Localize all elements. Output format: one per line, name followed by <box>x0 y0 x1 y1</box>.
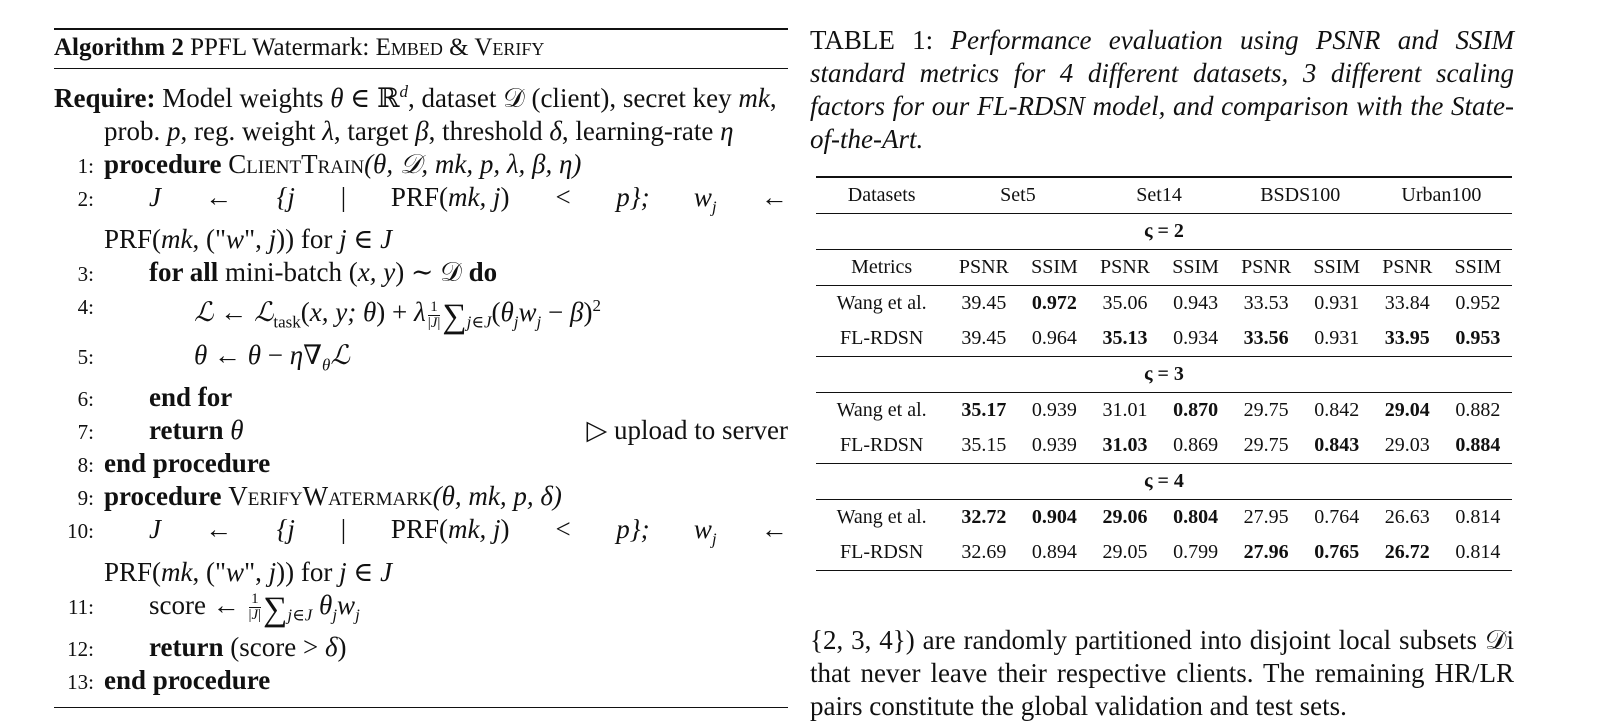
table-caption-label: TABLE 1: <box>810 25 934 55</box>
algorithm-line-13 <box>54 664 788 697</box>
dataset-header-cell: Set5 <box>947 177 1088 214</box>
line-number: 7: <box>77 420 94 445</box>
algorithm-line-7 <box>54 414 788 447</box>
line-number: 8: <box>77 453 94 478</box>
line-number: 10: <box>67 519 94 544</box>
method-cell: FL-RDSN <box>840 327 924 349</box>
value-cell: 0.931 <box>1303 286 1371 322</box>
line-keyword: procedure <box>104 149 222 179</box>
value-cell: 0.953 <box>1455 327 1501 349</box>
line-keyword: return <box>149 631 224 662</box>
table-caption <box>810 24 1514 156</box>
algorithm-box <box>54 28 788 708</box>
metric-header-cell: SSIM <box>1444 250 1512 286</box>
table-section <box>810 24 1514 571</box>
scale-factor-cell: ς = 4 <box>816 464 1512 500</box>
dataset-header-cell: Urban100 <box>1371 177 1512 214</box>
method-cell: Wang et al. <box>816 286 947 322</box>
line-2-continued: PRF(mk, ("w", j)) for j ∈ J <box>104 224 393 255</box>
value-cell: 29.75 <box>1243 434 1289 456</box>
header-datasets-row <box>816 177 1512 214</box>
line-number: 2: <box>77 187 94 211</box>
value-cell: 0.964 <box>1031 327 1077 349</box>
value-cell: 0.799 <box>1162 535 1230 571</box>
metric-header-cell: SSIM <box>1303 250 1371 286</box>
value-cell: 0.814 <box>1444 535 1512 571</box>
value-cell: 0.952 <box>1444 286 1512 322</box>
value-cell: 0.804 <box>1162 500 1230 536</box>
value-cell: 0.870 <box>1162 393 1230 429</box>
algorithm-line-9 <box>54 480 788 513</box>
value-cell: 0.869 <box>1173 434 1219 456</box>
return-value: θ <box>230 415 244 446</box>
procedure-name: ClientTrain <box>228 149 365 179</box>
scale-factor-cell: ς = 2 <box>816 214 1512 250</box>
algorithm-require <box>54 75 788 148</box>
value-cell: 0.939 <box>1031 434 1077 456</box>
scale-row <box>816 357 1512 393</box>
value-cell: 32.72 <box>947 500 1020 536</box>
line-keyword: end procedure <box>104 448 271 479</box>
table-row <box>816 286 1512 322</box>
body-paragraph: {2, 3, 4}) are randomly partitioned into disjoint local subsets 𝒟i that never leave their respective clients. The remaining HR/LR pairs constitute the global validation and test sets. <box>810 625 1514 721</box>
value-cell: 31.03 <box>1102 434 1148 456</box>
procedure-args: (θ, mk, p, δ) <box>432 481 562 512</box>
algorithm-line-5: 5: θ ← $\theta - \eta\nabla_\theta ℒ$ <box>54 339 788 381</box>
method-cell: Wang et al. <box>816 500 947 536</box>
value-cell: 0.931 <box>1314 327 1360 349</box>
algorithm-line-4: 4: ℒ ← ℒ$_{task}$(x, y; θ) + λ $\frac{1}{|J|}$ $\sum_{j\in J}(\theta_jw_j - \beta)^2$ <box>54 289 788 338</box>
metrics-header-row <box>816 250 1512 286</box>
line-number: 6: <box>77 387 94 412</box>
value-cell: 0.765 <box>1303 535 1371 571</box>
algorithm-label: Algorithm 2 <box>54 34 184 61</box>
upload-comment: ▷ upload to server <box>586 415 788 446</box>
line-number: 12: <box>67 636 94 661</box>
value-cell: 26.72 <box>1371 535 1444 571</box>
metric-header-cell: PSNR <box>1371 250 1444 286</box>
method-cell: FL-RDSN <box>816 535 947 571</box>
value-cell: 39.45 <box>961 327 1007 349</box>
algorithm-line-12: 12: return (score > δ) <box>54 631 788 664</box>
method-cell: FL-RDSN <box>840 434 924 456</box>
line-2-first: J ← {j | PRF(mk, j) < p}; $w_j$ ← <box>149 182 788 217</box>
value-cell: 0.904 <box>1020 500 1088 536</box>
value-cell: 29.04 <box>1371 393 1444 429</box>
results-table-body <box>816 177 1512 571</box>
metric-header-cell: PSNR <box>1230 250 1303 286</box>
require-keyword: Require: <box>54 83 156 113</box>
value-cell: 29.06 <box>1089 500 1162 536</box>
results-table <box>816 176 1512 571</box>
procedure-args: (θ, 𝒟, mk, p, λ, β, η) <box>364 149 582 179</box>
procedure-name: VerifyWatermark <box>228 481 433 512</box>
value-cell: 31.01 <box>1089 393 1162 429</box>
value-cell: 0.814 <box>1444 500 1512 536</box>
line-keyword: return <box>149 415 224 446</box>
metric-header-cell: PSNR <box>1089 250 1162 286</box>
line-number: 9: <box>77 486 94 511</box>
algorithm-line-2 <box>54 181 788 223</box>
metric-header-cell: PSNR <box>947 250 1020 286</box>
algorithm-line-8 <box>54 447 788 480</box>
value-cell: 0.843 <box>1314 434 1360 456</box>
line-keyword: end for <box>149 382 233 413</box>
line-keyword-do: do <box>468 257 498 288</box>
line-10-continued: PRF(mk, ("w", j)) for j ∈ J <box>104 556 393 587</box>
algorithm-bottom-rule <box>54 707 788 708</box>
value-cell: 33.95 <box>1384 327 1430 349</box>
table-row <box>816 428 1512 464</box>
value-cell: 29.05 <box>1089 535 1162 571</box>
table-row <box>816 500 1512 536</box>
method-cell: Wang et al. <box>816 393 947 429</box>
dataset-header-cell: BSDS100 <box>1230 177 1371 214</box>
value-cell: 27.96 <box>1230 535 1303 571</box>
value-cell: 26.63 <box>1371 500 1444 536</box>
value-cell: 29.75 <box>1230 393 1303 429</box>
value-cell: 0.939 <box>1020 393 1088 429</box>
metrics-header-cell: Metrics <box>816 250 947 286</box>
value-cell: 0.764 <box>1303 500 1371 536</box>
algorithm-line-11: 11: score ← $\frac{1}{|J|}$ $\sum_{j\in J}$ $\theta_jw_j$ <box>54 589 788 631</box>
table-caption-text: Performance evaluation using PSNR and SSIM standard metrics for 4 different datasets, 3 different scaling factors for our FL-RDSN model, and comparison with the State-of-the-Art. <box>810 25 1515 154</box>
table-row <box>816 321 1512 357</box>
metric-header-cell: SSIM <box>1162 250 1230 286</box>
value-cell: 0.943 <box>1162 286 1230 322</box>
value-cell: 35.06 <box>1089 286 1162 322</box>
line-number: 5: <box>77 344 94 369</box>
line-number: 3: <box>77 262 94 287</box>
value-cell: 33.56 <box>1243 327 1289 349</box>
scale-row <box>816 214 1512 250</box>
table-row <box>816 535 1512 571</box>
value-cell: 0.972 <box>1020 286 1088 322</box>
algorithm-line-3: 3: for all mini-batch (x, y) ∼ 𝒟 do <box>54 256 788 289</box>
dataset-header-cell: Set14 <box>1089 177 1230 214</box>
algorithm-line-10 <box>54 513 788 555</box>
algorithm-body <box>54 69 788 697</box>
datasets-header-cell: Datasets <box>816 177 947 214</box>
algorithm-title-prefix: PPFL Watermark: <box>190 34 376 61</box>
metric-header-cell: SSIM <box>1020 250 1088 286</box>
algorithm-line-6 <box>54 381 788 414</box>
line-number: 11: <box>67 594 94 619</box>
line-keyword: end procedure <box>104 664 271 695</box>
value-cell: 33.53 <box>1230 286 1303 322</box>
line-keyword: procedure <box>104 481 222 512</box>
value-cell: 0.882 <box>1444 393 1512 429</box>
value-cell: 32.69 <box>947 535 1020 571</box>
value-cell: 35.17 <box>947 393 1020 429</box>
value-cell: 39.45 <box>947 286 1020 322</box>
value-cell: 0.894 <box>1020 535 1088 571</box>
value-cell: 29.03 <box>1384 434 1430 456</box>
algorithm-title <box>54 30 788 69</box>
value-cell: 27.95 <box>1230 500 1303 536</box>
value-cell: 0.842 <box>1303 393 1371 429</box>
value-cell: 33.84 <box>1371 286 1444 322</box>
line-number: 1: <box>77 154 94 178</box>
algorithm-title-sc: Embed & Verify <box>375 34 545 61</box>
value-cell: 0.884 <box>1455 434 1501 456</box>
line-number: 4: <box>77 295 94 320</box>
scale-row <box>816 464 1512 500</box>
value-cell: 0.934 <box>1173 327 1219 349</box>
value-cell: 35.13 <box>1102 327 1148 349</box>
value-cell: 35.15 <box>961 434 1007 456</box>
line-keyword: for all <box>149 257 219 288</box>
line-number: 13: <box>67 669 94 694</box>
require-text: Model weights θ ∈ ℝ$^d$, dataset 𝒟 (client), secret key mk, prob. p, reg. weight λ, target β, threshold δ, learning-rate η <box>104 82 777 146</box>
line-10-first: J ← {j | PRF(mk, j) < p}; $w_j$ ← <box>149 514 788 549</box>
table-row <box>816 393 1512 429</box>
algorithm-line-1 <box>54 148 788 181</box>
scale-factor-cell: ς = 3 <box>816 357 1512 393</box>
